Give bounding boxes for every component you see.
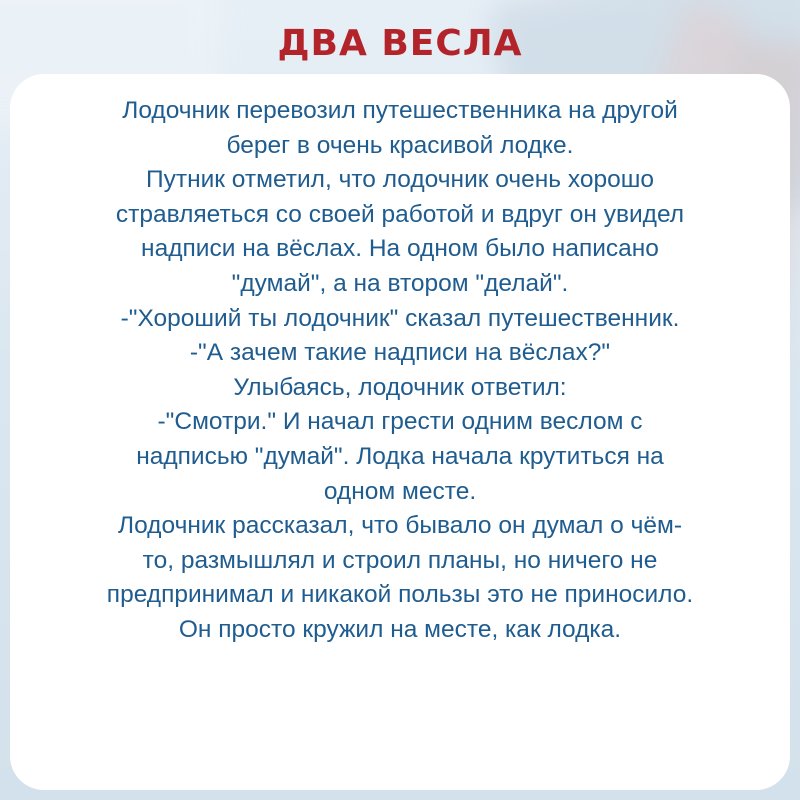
story-line: надписи на вёслах. На одном было написано xyxy=(141,235,659,263)
story-line: Путник отметил, что лодочник очень хорошо xyxy=(145,166,654,194)
story-card xyxy=(10,74,790,790)
story-line: -"Смотри." И начал грести одним веслом с xyxy=(157,408,643,436)
story-line: Улыбаясь, лодочник ответил: xyxy=(233,373,567,401)
story-line: стравляеться со своей работой и вдруг он увидел xyxy=(115,200,685,228)
story-line: Он просто кружил на месте, как лодка. xyxy=(178,615,622,643)
story-text xyxy=(28,94,772,648)
story-line: одном месте. xyxy=(323,477,477,505)
story-line: надписью "думай". Лодка начала крутиться на xyxy=(136,442,664,470)
story-line: берег в очень красивой лодке. xyxy=(226,131,574,159)
story-line: -"Хороший ты лодочник" сказал путешественник. xyxy=(120,304,680,332)
story-line: то, размышлял и строил планы, но ничего не xyxy=(142,546,658,574)
story-line: Лодочник рассказал, что бывало он думал о чём- xyxy=(118,512,682,540)
story-line: предпринимал и никакой пользы это не приносило. xyxy=(106,581,694,609)
story-line: -"А зачем такие надписи на вёслах?" xyxy=(189,339,611,367)
story-line: "думай", а на втором "делай". xyxy=(231,269,569,297)
page-title: ДВА ВЕСЛА xyxy=(277,23,523,64)
story-line: Лодочник перевозил путешественника на другой xyxy=(122,97,678,124)
